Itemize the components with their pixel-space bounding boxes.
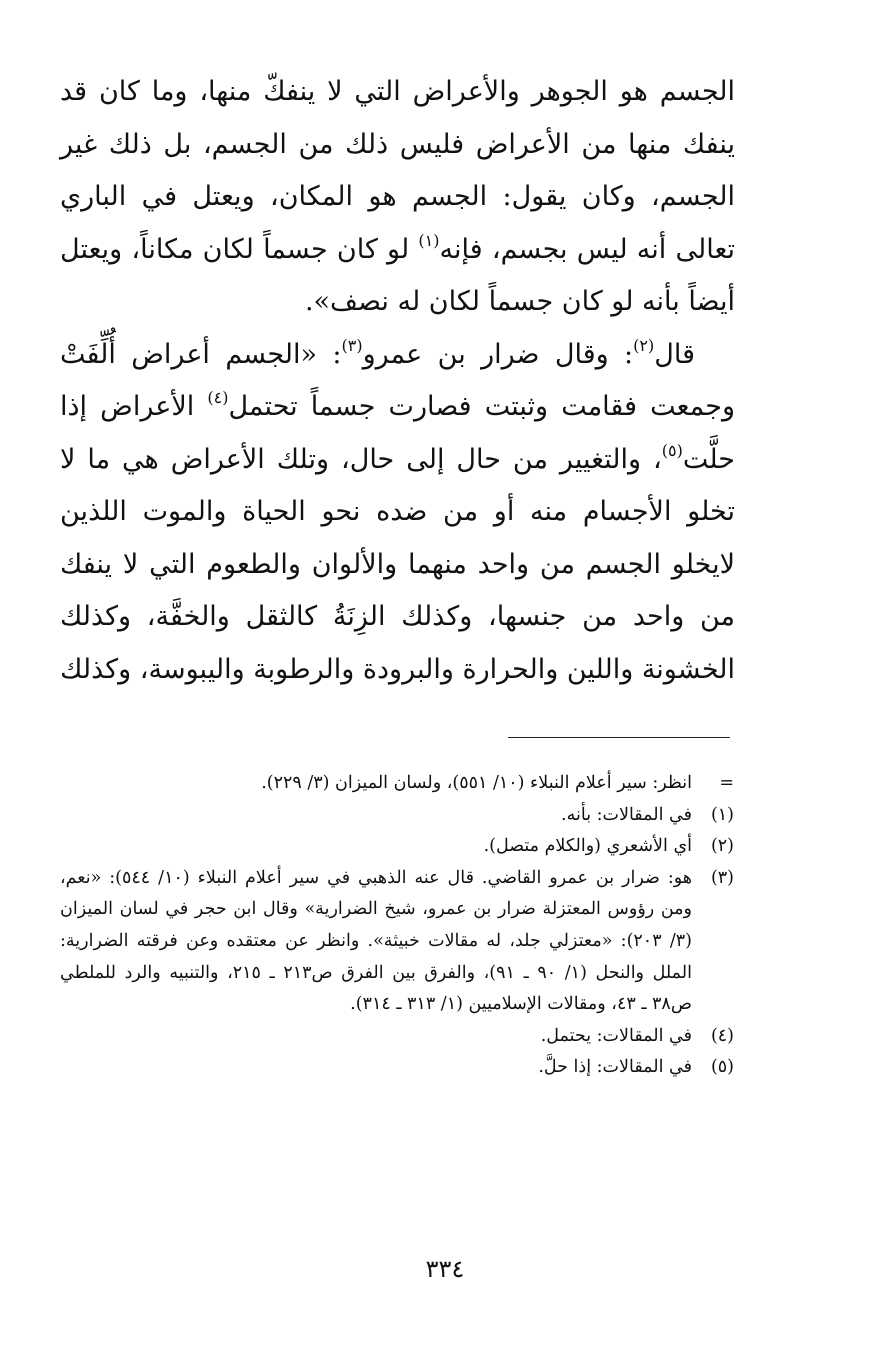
footnote-number: (١) <box>710 804 734 825</box>
page-number: ٣٣٤ <box>425 1255 465 1283</box>
footnote-ref-3: (٣) <box>341 335 363 355</box>
footnote-text: في المقالات: يحتمل. <box>540 1025 692 1046</box>
paragraph-1-text-1: الجسم هو الجوهر والأعراض التي لا ينفكّ منها، وما كان قد ينفك منها من الأعراض فليس ذلك من الجسم، بل ذلك غير الجسم، وكان يقول: الجسم هو المكان، ويعتل في الباري تعالى أنه ليس بجسم، فإنه <box>60 76 735 265</box>
footnote-ref-4: (٤) <box>207 388 229 407</box>
paragraph-1-text-2: لو كان جسماً لكان مكاناً، ويعتل أيضاً بأنه لو كان جسماً لكان له نصف». <box>60 233 735 317</box>
footnote-text: هو: ضرار بن عمرو القاضي. قال عنه الذهبي في سير أعلام النبلاء (١٠/ ٥٤٤): «نعم، ومن رؤوس المعتزلة ضرار بن عمرو، شيخ الضرارية» وقال ابن حجر في لسان الميزان (٣/ ٢٠٣): «معتزلي جلد، له مقالات خبيثة». وانظر عن معتقده وعن فرقته الضرارية: الملل والنحل (١/ ٩٠ ـ ٩١)، والفرق بين الفرق ص٢١٣ ـ ٢١٥، والتنبيه والرد للملطي ص٣٨ ـ ٤٣، ومقالات الإسلاميين (١/ ٣١٣ ـ ٣١٤). <box>60 867 692 1015</box>
footnote-text: في المقالات: إذا حلَّ. <box>538 1057 692 1078</box>
footnote-1 <box>60 800 742 832</box>
paragraph-1 <box>60 66 735 329</box>
footnote-text: انظر: سير أعلام النبلاء (١٠/ ٥٥١)، ولسان الميزان (٣/ ٢٢٩). <box>261 773 692 793</box>
footnote-3 <box>60 863 742 1021</box>
footnote-4 <box>60 1021 742 1053</box>
footnote-continuation <box>60 768 742 800</box>
footnote-2 <box>60 831 742 863</box>
paragraph-2-text-5: ، والتغيير من حال إلى حال، وتلك الأعراض هي ما لا تخلو الأجسام منه أو من ضده نحو الحياة والموت اللذين لايخلو الجسم من واحد منهما والألوان والطعوم التي لا ينفك من واحد من جنسها، وكذلك الزِنَةُ كالثقل والخفَّة، وكذلك الخشونة واللين والحرارة والبرودة والرطوبة واليبوسة، وكذلك <box>60 443 735 685</box>
paragraph-2-text-2: : وقال ضرار بن عمرو <box>362 338 634 370</box>
footnote-ref-5: (٥) <box>661 440 683 460</box>
footnote-ref-2: (٢) <box>633 335 655 355</box>
footnote-ref-1: (١) <box>418 230 440 250</box>
paragraph-2-text-1: قال <box>654 338 695 370</box>
paragraph-2-text-3: : «الجسم أعراض أُلِّفَتْ وجمعت فقامت وثبتت فصارت جسماً تحتمل <box>60 338 735 422</box>
footnote-number: (٤) <box>710 1025 734 1046</box>
footnote-number: (٣) <box>710 867 734 888</box>
footnote-separator <box>508 737 730 738</box>
footnote-number: (٥) <box>710 1057 734 1078</box>
footnotes <box>60 768 742 1084</box>
footnote-text: أي الأشعري (والكلام متصل). <box>483 836 692 857</box>
footnote-number: (٢) <box>710 836 734 857</box>
paragraph-2 <box>60 329 735 697</box>
footnote-marker: = <box>719 773 734 793</box>
footnote-5 <box>60 1052 742 1084</box>
footnote-text: في المقالات: بأنه. <box>561 804 692 825</box>
main-text <box>60 66 735 696</box>
paragraph-2-text-4: الأعراض إذا حلَّت <box>60 391 735 475</box>
